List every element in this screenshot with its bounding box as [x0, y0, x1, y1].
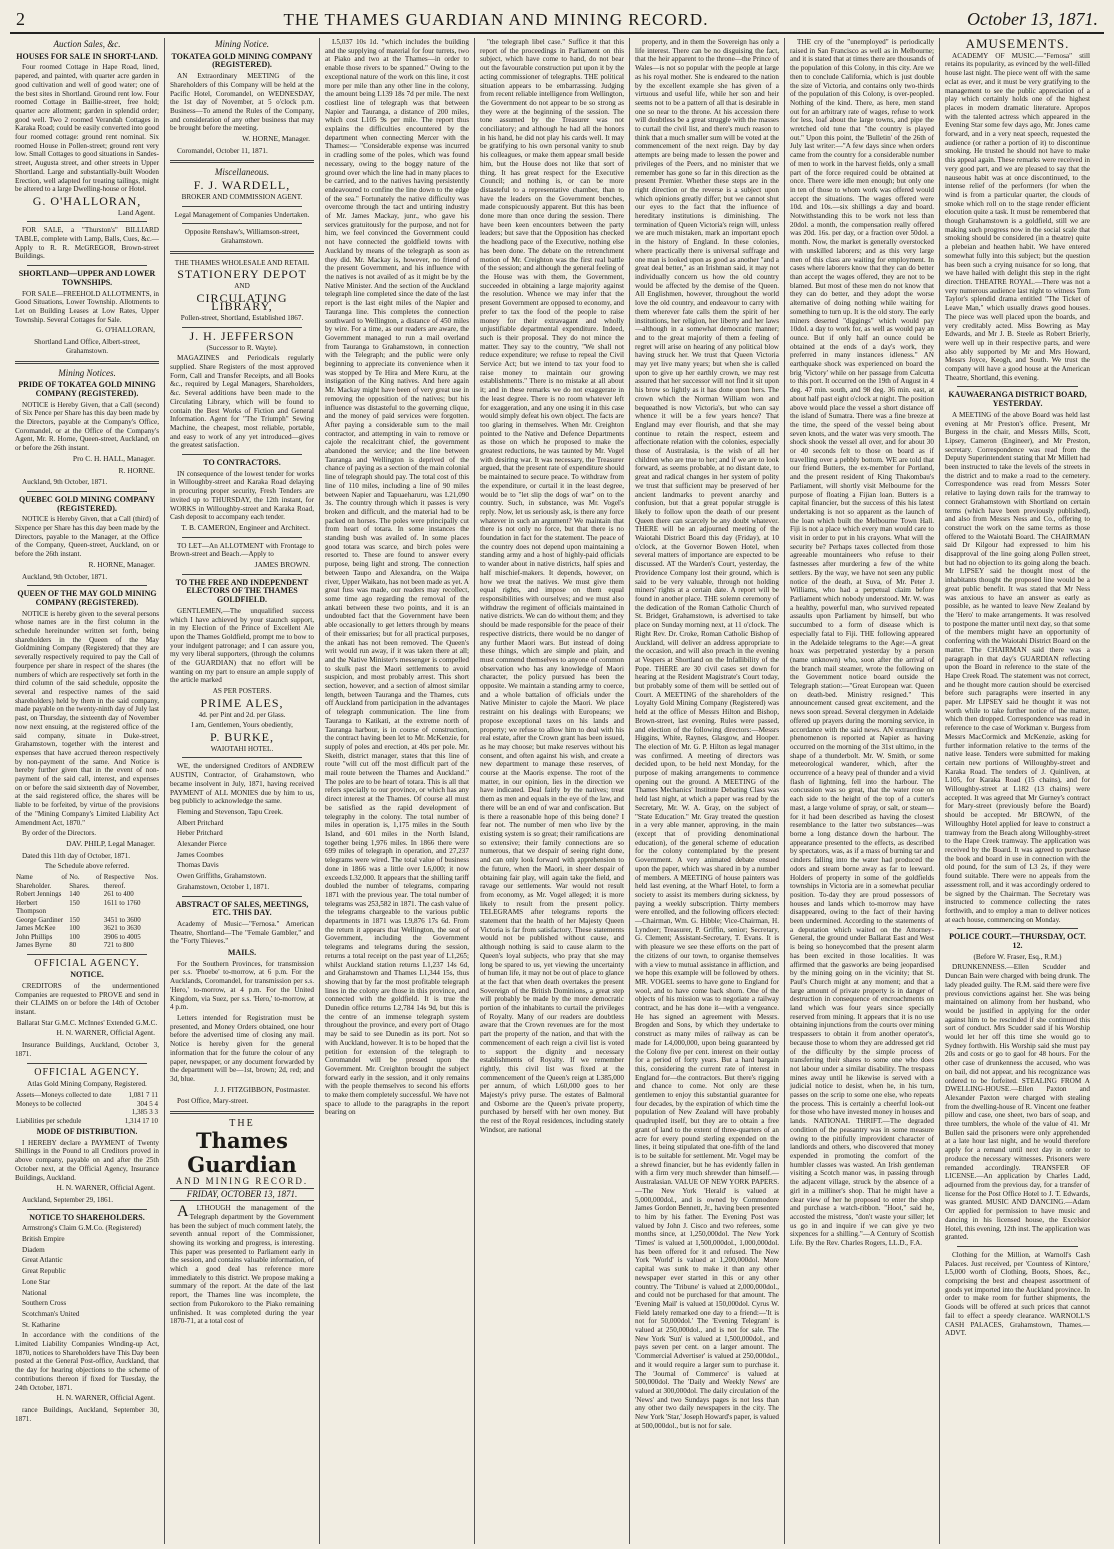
tokatea-heading: PRIDE OF TOKATEA GOLD MINING COMPANY (REGISTERED).	[18, 380, 156, 398]
list-item: Lone Star	[22, 1277, 51, 1286]
list-item: National	[22, 1288, 47, 1297]
houses-heading: HOUSES FOR SALE IN SHORT-LAND.	[16, 51, 158, 61]
table-cell: 140	[69, 890, 80, 899]
table-row	[15, 890, 159, 899]
table-row	[15, 941, 159, 950]
flag-date: FRIDAY, OCTOBER 13, 1871.	[170, 1188, 314, 1201]
table-row	[15, 1091, 159, 1100]
list-item: Diadem	[22, 1245, 45, 1254]
table-cell: John Phillips	[16, 932, 53, 941]
austin-creditors-list	[170, 808, 314, 881]
list-item: Albert Pritchard	[177, 818, 224, 827]
table-cell: 100	[69, 932, 80, 941]
masthead-title: THE THAMES GUARDIAN AND MINING RECORD.	[283, 10, 709, 29]
tokatea-text: NOTICE is Hereby Given, that a Call (second) of Six Pence per Share has this day been made by the Directors, payable at the Company's Office, Coromandel, or at the Office of the Company's Agent, Mr. R. Horne, Queen-street, Auckland, on or before the 26th instant.	[15, 400, 159, 453]
list-item: Armstrong's Claim G.M.Co. (Registered)	[22, 1224, 142, 1233]
library-heading-1: THE THAMES WHOLESALE AND RETAIL	[174, 258, 310, 267]
list-item: Alexander Pierce	[177, 840, 227, 849]
queen-date: Dated this 11th day of October, 1871.	[22, 851, 131, 860]
houses-text: Four roomed Cottage in Hape Road, lined, papered, and painted, with quarter acre garden in good cultivation and well of good water; one of the best sites in Shortland. Ground rent low. Four roomed Cottage in Baillie-street, free hold; quarter acre allotment; garden in splendid order; good well. Two 2 roomed Verandah Cottages in Karaka Road; could be easily converted into good four roomed cottage: ground rent nominal. Six roomed House in Pollen-street; ground rent very low. Small Cottages to good situations in Sandes-street, Augusta street, and other streets in Upper Shortland. Large and substantially-built Wooden Erection, well adapted for treating tailings, might be altered to a large Dwelling-house or Hotel.	[15, 63, 159, 194]
telegraph-article: L5,037 10s 1d. "which includes the building and the supplying of material for four turrets, two at Piako and two at the Thames—in order to enable those rivers to be spanned." Owing to the exceptional nature of the work on this line, it cost more per mile than any other line in the colony, the amount being L139 18s 7d per mile. The next costliest line of telegraph was that between Napier and Tauranga, a distance of 200 miles, which cost L105 9s per mile. The report thus explains the difficulties encountered by the department when connecting Mercer with the Thames:— "Considerable expense was incurred in cradling some of the poles, which was found necessary, owing to the boggy nature of the ground over which the line had in many places to be carried, and to the natives having persistently endeavoured to confine the line down to the edge of the sea." Fortunately the native difficulty was overcome through the tact and untiring industry of Mr. James Mackay, junr., who gave his services gratuitously for the purpose, and not for him, we feel convinced the Government could not have connected the goldfield towns with Auckland by means of the telegraph as soon as they did. Mr. Mackay is, however, no friend of the present Government, and his influence with the natives is not availed of as it might be by the Native Minister. And the section of the Auckland telegraph line completed since the date of the last report is the last eight miles of the Napier and Tauranga line. This completes the connection southward to Wellington, a distance of 450 miles by wire. For a time, as our readers are aware, the Government managed to run a mail overland from Tauranga to Grahamstown, in connection with the Telegraph; and the public were only beginning to appreciate its convenience when it was stopped by Te Hira and Mere Kuru, at the instigation of the King natives. And here again Mr. Mackay might have been of very great use in removing the opposition of the natives; but his influence was distasteful to the governing clique, and the money of paid services were forgotten. After paying a considerable sum to the mail contractor, and attempting in vain to remove or cajole the recalcitrant chief, the government abandoned the service; and the line between Tauranga and Wellington is deprived of the chance of paying as a section of the main colonial line of telegraph should pay. The total cost of this line of 110 miles, including a line of 90 miles between Napier and Tapuaeharuru, was L21,090 3s. The country through which it passes is very broken and difficult, and the material had to be packed on horses. The poles were principally cut from heart of totara. In some instances the standing bush was availed of. In some places good totara was scarce, and birch poles were resorted to. These are found to answer every purpose, being light and strong. The connection between Taupo and Alexandra, on the Waipa river, Upper Waikato, has not been made as yet. A great fuss was made, our readers may recollect, some time ago regarding the removal of the ankati between these two points, and it is an undoubted fact that the Government have been able occasionally to get letters through by means of their emissaries; but for all practical purposes, the ankati has not been removed. The Queen's writ would run away, if it was taken there at all; and the Native Minister's messenger is compelled to skulk past the Maori settlements to avoid suspicion, and most probably arrest. This short section, however, and a section of almost similar length, between Tauranga and the Thames, cuts off Auckland from participation in the advantages of telegraph communication. The line from Tauranga to Katikati, at the extreme north of Tauranga harbour, is in course of construction, the contract having been let to Mr. McKenzie, for supply of poles and erection, at 40s per pole. Mr. Skeith, district manager, states that this line of route "will cut off the most difficult part of the mail route between the Thames and Auckland." The poles are to be heart of totara. This is all that refers specially to our province, or which has any direct interest at the Thames. Of course all must be satisfied as the rapid development of telegraphy in the colony. The total number of miles in operation is, 1,175 miles in the South Island, and 601 miles in the North Island, together being 1,976 miles. In 1866 there were 699 miles of telegraph in operation, and 27,237 telegrams were wired. The total value of business done in 1866 was a little over L6,000; it now exceeds L32,000. It appears that the shilling tariff doubled the number of telegrams, comparing 1871 with the previous year. The total number of telegrams was 253,582 in 1871. The cash value of the telegrams chargeable to the various public departments in 1871 was L9,876 17s 6d. From the return it appears that Wellington, the seat of Government, including the Government telegrams and telegrams during the session, returns a total receipt on the past year of L1,265; whilst Auckland station returns L1,237 14s 6d, and Grahamstown and Thames L1,344 15s, thus showing that by far the most profitable telegraph lines in the colony are those in this province, and connected with the goldfield. It is true the Dunedin office returns L2,784 14s 9d, but this is the centre of an immense telegraph system throughout the province, and every port of Otago may be said to see Dunedin as its port. Not so with Auckland, however. It is to be hoped that the petition for extension of the telegraph to Coromandel will be pressed upon the Government. Mr. Creighton brought the subject forward early in the session, and it only remains with the people themselves to second his efforts to make them completely successful. We have not space to allude to the paragraphs in the report bearing on	[325, 38, 469, 1117]
quebec-signature: R. HORNE, Manager.	[88, 559, 155, 569]
mode-text: I HEREBY declare a PAYMENT of Twenty Shillings in the Pound to all Creditors proved in above company, payable on and after the 25th October next, at the Official Agency, Insurance Buildings, Auckland.	[15, 1138, 159, 1182]
table-cell: 1611 to 1760	[103, 898, 141, 907]
general-news-article: THE cry of the "unemployed" is periodically raised in San Francisco as well as in Melbourne; and it is stated that at times there are thousands of the population of this Colony, in this city. Are we then to conclude California, which is just double the size of Victoria, and contains only two-thirds of the population of this Colony, is over-peopled. Nothing of the kind. There, as here, men stand out for an arbitrary rate of wages, refuse to work for less, loaf about the large towns, and pipe the wretched old tune that "the country is played out." Upon this point, the 'Bulletin' of the 26th of July last writer:—"A few days since when orders came from the country for a considerable number of men to work in the harvest fields, only a small part of the force required could be obtained at once. There were idle men enough; but only one in ten of those to whom work was offered would accept the situations. The wages offered were 10d. and 10s.—six shillings a day and board. Notwithstanding this to be work not less than 20dol. a month, the compensation really offered was 20d. 16s. per day, or a fraction over 50dol. a month. Now, the market is generally overstocked with unskilled laborers; and as this very large men of this class are waiting for employment. In cases where laborers know that they can do better than accept the wages offered, they are not to be blamed. But most of these men do not know that they can do better, and they adopt the worse alternative of doing nothing while waiting for something to turn up. It is the old story. The early miners deserted "diggings" which would pay 10dol. a day to work for, as well as would pay an ounce. But if only half an ounce could be obtained at the ends of a day's work, they preferred in many instances idleness." AN earthquake shock was experienced on board the brig 'Victory' while on her passage from Calcutta to this port. It occurred on the 19th of August in 4 deg. 47 min. south, and 98 deg. 36 min. east, at about half past eight o'clock at night. The position above would place the vessel a short distance off the island of Sumatra. There was a fine breeze at the time, the speed of the vessel being about seven knots, and the water was very smooth. The shock shook the vessel all over, and for about 30 or 40 seconds felt to those on board as if travelling over a pebbly bottom. WE are told that our friend Butters, the ex-member for Portland, and the present resident of King Thakombau's Parliament, will shortly visit Melbourne for the purpose of floating a Fijian loan. Butters is a capital financier, but the success of this his latest undertaking is not so apparent as the launch of the loan which built the Melbourne Town Hall. Fiji is not a place which every man would care to visit in order to put in his crayons. What will the security be? Perhaps taxes collected from those agreeable mountaineers who refuse to their fastnesses after murdering a few of the white settlers. By the way, we have not seen any public notice of the death, at Suva, of Mr. Peter J. Williams, who had a perpetual claim before Parliament which nobody understood. Mr. W. was a healthy, powerful man, who survived repeated assaults upon Parliament by himself, but who succumbed to a form of disease which is especially fatal to Fiji. THE following appeared in the Adelaide telegrams to the Age:—A great hoax was perpetrated yesterday by a person (name unknown) who, soon after the arrival of the branch mail steamer, wrote the following on the Government notice board outside the Telegraph station:—"Great European war. Queen on death-bed. Ministry resigned." This announcement caused great excitement, and the news soon spread. Several clergymen in Adelaide offered up prayers during the morning service, in accordance with the said news. AN extraordinary phenomenon is reported at Napier as having occurred on the morning of the 31st ultimo, in the shape of a thunderbolt. Mr. W. Smith, or some meteorological wanderer, which, after the occurrence of a heavy peal of thunder and a vivid flash of lightning, fell into the harbour. The concussion was so great, that the water rose on each side to the height of the top of a cutter's mast, a large volume of spray, or salt, or steam—for it had been described as having the closest resemblance to the latter two substances—was borne a long distance down the harbour. The appearance presented to the effects, as described by spectators, was, as if a mass of burning tar and cinders falling into the water had produced the odors and steam borne away as far to leeward. Holders of property in some of the goldfields townships in Victoria are in a somewhat peculiar position. To-day they are proud possessors of houses and lands which to-morrow may have disappeared, owing to the fact of their having been undermined. According to the statements of a deputation which waited on the Attorney-General, the ground under Ballarat East and West is being so honeycombed that the present alarm has been excited in those localities. It was affirmed that the gasworks are being jeopardised by the mining going on in the vicinity; that St. Paul's Church might at any moment; and that a large amount of private property is in danger of destruction in consequence of encroachments on land which was four years since specially reserved from mining. It appears that it is no use obtaining injunctions from the courts over mining trespassers to obtain it from another operator's, because those to whom they are addressed get rid of the difficulty by the simple process of transferring their shares to some one who does not labour under a similar disability. The trespass mines away until he likewise is served with a judicial notice to desist, when he, in his turn, passes on the scrip to some one else, who repeats the process. This is certainly a cheerful look-out for those who have invested money in houses and lands. NATIONAL THRIFT.—The degraded condition of the peasantry was in some measure owing to the pitifully improvident character of landlords and others, who discovered that money expended in promoting the comfort of the humbler classes was wasted. An Irish gentleman visiting a Scotch manor was, in passing through the adjacent village, struck by the absence of a girl in a milliner's shop. That he might have a clear view of her he proposed to enter the shop and purchase a watch-ribbon. "Hoot," said he, accosted the mistress, "don't waste your siller; let us go in and inquire if we can give ye two sixpences for a shilling."—A Century of Scottish Life. By the Rev. Charles Rogers, LL.D., F.A.	[790, 38, 934, 1248]
table-cell: 80	[69, 941, 77, 950]
political-article: "the telegraph libel case." Suffice it that this report of the proceedings in Parliament on this subject, which have come to hand, do not bear out the favourable construction put upon it by the acting commissioner of telegraphs. THE political situation appears to be embarrassing. Judging from recent reliable intelligence from Wellington, the Government do not appear to be so strong as they were at the beginning of the session. The tone assumed by the Treasurer was not conciliatory; and although he had all the honors in his hand, he did not play his cards well. It may be gratifying to his own personal vanity to snub his colleagues, or make them appear small beside him, but the House does not like that sort of thing. It has great respect for the Executive Council; and nothing is, or can be more distasteful to a representative chamber, than to have the leaders on the Government benches, made conspicuously apparent. But this has been done more than once during the session. There have been keen encounters between the party leaders; but save that the Opposition has checked the headlong pace of the Executive, nothing else has been done. The debate on the retrenchment motion of Mr. Creighton was the first real battle of the session; and although the general feeling of the House was with them, the Government, succeeded in obtaining a large majority against the resolution. Whence we may infer that the present Government are opposed to economy, and prefer to tax the food of the people to raise money for their extravagant and wholly unjustifiable departmental expenditure. Indeed, such is their proposal. They do not mince the matter. They say to the country, "We shall not reduce expenditure; we refuse to repeal the Civil Service Act; but we intend to tax your food to raise money to maintain our growing establishments." There is no mistake at all about it; and in these remarks we do not exaggerate in the least degree. There is no room whatever left for exaggeration, and any one using it in this case would simply defeat his own object. The facts are too glaring in themselves. When Mr. Creighton pointed to the Native and Defence Departments as those on which he proposed to make the greatest reductions, he was taunted by Mr. Vogel with desiring war. It was necessary, the Treasurer argued, that the present rate of expenditure should be maintained to secure peace. To withdraw from the expenditure, or curtail it in the least degree, would be to "let slip the dogs of war" on to the country. Such, in substance, was Mr. Vogel's reply. Now, let us seriously ask, is there any force whatever in such an argument? We maintain that there is not only no force, but that there is no foundation in fact for the statement. The peace of the country does not depend upon maintaining a standing army and a host of highly-paid officials to wander about in native districts, half spies and half mischief-makers. It depends, however, on how we treat the natives. We must give them equal rights, and impose on them equal responsibilities with ourselves; and we must also withdraw the regiment of officials maintained in native districts. We can do without them; and they should be made responsible for the peace of their respective districts, there would be no danger of any further Maori wars. But instead of doing these things, which are simple and plain, and must commend themselves to anyone of common observation who has any knowledge of Maori character, the policy pursued has been the opposite. We maintain a standing army to coerce, and a whole battalion of officials under the Native Minister to cajole the Maori. We place restraint on his dealings with Europeans; we propose exceptional taxes on his lands and property; we refuse to allow him to deal with his real estate, after the Crown grant has been issued, as he may choose; but make reserves without his consent, and often against his wish, and create a new department to manage these reserves, of course at the Maoris expense. The root of the matter, in our opinion, lies in the direction we have indicated. Deal fairly by the natives; treat them as men and equals in the eye of the law, and there will be an end of war and confiscation. But is there a reasonable hope of this being done? I fear not. The number of men who live by the existing system is so great; their ramifications are so extensive; their family connections are so numerous, that we despair of seeing right done, and can only look forward with apprehension to the future, when the Maori, in sheer despair of obtaining fair play, will again take the field, and ravage our settlements. War would not result from economy, as Mr. Vogel alleged; it is more likely to result from the present policy. TELEGRAMS after telegrams reports the statement that the health of her Majesty Queen Victoria is far from satisfactory. These statements would not be published without cause, and although nothing is said to cause alarm to the Queen's loyal subjects, who pray that she may long be spared to us, yet viewing the uncertainty of human life, it may not be out of place to glance at the fact that when death overtakes the present Sovereign of the British Dominions, a great step will probably be made by the more democratic portion of the inhabitants to curtail the privileges of Royalty. Many of our readers are doubtless aware that the Crown revenues are for the most part the property of the nation, and that with the commencement of each reign a civil list is voted to support the dignity and necessary establishments of Royalty. If we remember rightly, this civil list was fixed at the commencement of the Queen's reign at L385,000 per annum, of which L60,000 goes to her Majesty's privy purse. The estates of Balmoral and Osborne are the Queen's private property, purchased by herself with her own money. But the rest of the Royal residences, including stately Windsor, are national	[480, 38, 625, 1134]
police-court-heading: POLICE COURT.—THURSDAY, OCT. 12.	[949, 932, 1086, 951]
library-heading-2: STATIONERY DEPOT	[177, 267, 307, 282]
atlas-table	[15, 1091, 159, 1125]
masthead	[10, 8, 1104, 34]
list-item: British Empire	[22, 1235, 65, 1244]
ohalloran-title: Land Agent.	[117, 207, 155, 217]
table-cell: 304 5 4	[137, 1099, 158, 1108]
queen-order: By order of the Directors.	[22, 829, 97, 838]
table-cell: 1,385 3 3	[131, 1108, 158, 1116]
local-news-article: property, and in them the Sovereign has only a life interest. There can be no disguising the fact, that the heir apparent to the throne—the Prince of Wales—is not so popular with the people at large as his royal mother. She is endeared to the nation by the excellent example she has given of a virtuous and useful life, while her son and heir seems not to be a pattern of all that is desirable in one so near to the throne. At his accession there will doubtless be a great struggle with the masses to curtail the civil list, and there's much reason to think that a much smaller sum will be voted at the commencement of the next reign. Day by day attempts are being made to lessen the power and privileges of the Peers, and no minister that we remember has gone so far in this direction as the present Premier. Whether these steps are in the right direction or the reverse is a subject upon which opinions greatly differ; but we cannot shut our eyes to the fact that the influence of hereditary institutions is diminishing. The termination of Queen Victoria's reign will, unless we are much mistaken, mark an important epoch in the history of England. In these colonies, where practically there is universal suffrage and one man is looked upon as good as another "and a great deal better," as an Irishman said, it may not individually concern us how the old country would be affected by the demise of the Queen. All Englishmen, however, throughout the world love the old country, and endeavour to carry with them wherever fate calls them the spirit of her institutions, her religion, her liberty and her laws—although in a somewhat democratic manner; and to the great majority of them a feeling of regret will arise on hearing of any political blow having struck her. We trust that Queen Victoria may yet live many years; but when she is called upon to give up her earthly crown, we may rest assured that her successor will not find it sit upon his brow so lightly as it has done upon hers. The crown which the Norman William won and bequeathed is now Victoria's, but who can say whence it will be a few years hence? That England may ever flourish, and that she may continue to retain the respect, esteem and affectionate relation with the colonies, especially those of Australasia, is the wish of all her children who are true to her; and if we are to look forward, as seems probable, at no distant date, to great and radical changes in her system of polity we trust that sufficient may be preserved of her ancient landmarks to prevent anarchy and confusion, but that a great popular struggle is likely to follow upon the death of our present Queen there can scarcely be any doubt whatever. THERE will be an adjourned meeting of the Waiotahi District Board this day (Friday), at 10 o'clock, at the Governor Bowen Hotel, when several matters of importance are expected to be discussed. AT the Warden's Court, yesterday, the Providence Company lost their ground, which is said to be very valuable, through not holding miners' rights at a certain date. A report will be found in another place. THE solemn ceremony of the dedication of the Roman Catholic Church of St. Bridget, Grahamstown, is advertised to take place on Sunday morning next, at 11 o'clock. The Right Rev. Dr. Croke, Roman Catholic Bishop of Auckland, will deliver an address appropriate to the occasion, and will also preach in the evening at Vespers at Shortland on the Infallibility of the Pope. THERE are 30 civil cases set down for hearing at the Resident Magistrate's Court today, but probably some of them will be settled out of Court. A MEETING of the shareholders of the Loyalty Gold Mining Company (Registered) was held at the office of Messrs Hilton and Bishop, Brown-street, last evening. Rules were passed, and election of the following directors:—Messrs Higgins, White, Raynes, Glasgow, and Hooper. The election of Mr. G. P. Hilton as legal manager was confirmed. A meeting of directors was decided upon, to be held next Monday, for the purpose of making arrangements to commence opening out the ground. A MEETING of the Thames Mechanics' Institute Debating Class was held last night, at which a paper was read by the Secretary, Mr. W. A. Gray, on the subject of "State Education." Mr. Gray treated the question in a very able manner, approving, in the main (except that of providing denominational education), of the general scheme of education for the colony contemplated by the present Government. A very animated debate ensued upon the paper, which was shared in by a number of members. A MEETING of house painters was held last evening, at the Wharf Hotel, to form a society to assist its members during sickness, by paying a weekly subscription. Thirty members were enrolled, and the following officers elected:—Chairman, Wm. G. Hibble; Vice-Chairman, H. Lyndoer; Treasurer, P. Griffin, senior; Secretary, G. Clement; Assistant-Secretary, T. Evans. It is with pleasure we see these efforts on the part of the citizens of our town, to organise themselves with a view to mutual assistance in affliction, and we hope this example will be followed by others. MR. VOGEL seems to have gone to England for wool, and to have come back shorn. One of the objects of his mission was to negotiate a railway contract, and he has done it—with a vengeance. He has signed an agreement with Messrs. Brogden and Sons, by which they undertake to construct as many miles of railway as can be made for L4,000,000, upon being guaranteed by the Colony five per cent. interest on their outlay for a period of forty years. But a hard bargain this, considering the current rate of interest in England for—the contractors. But there's rigging and chance to come. Not only are these gentlemen to enjoy this substantial guarantee for four decades, by the expiration of which time the population of New Zealand will have probably quadrupled itself, but they are to obtain a free grant of land to the extent of three-quarters of an acre for every pound sterling expended on the lines, it being stipulated that one-fifth of the land is to be suitable for settlement. Mr. Vogel may be a shrewd financier, but he has evidently fallen in with a firm very much shrewder than himself.—Australasian. VALUE OF NEW YORK PAPERS.—The New York 'Herald' is valued at 5,000,000dol., and is owned by Commodore James Gordon Bennett, Jr., having been presented to him by his father. The Evening Post was valued by John J. Cisco and two referees, some months since, at 1,250,000dol. The New York 'Times' is valued at 1,500,000dol., 1,000,000dol. has been offered for it and refused. The New York 'World' is valued at 1,200,000dol. More capital was sunk to make it than any other newspaper ever started in this or any other country. The 'Tribune' is valued at 2,000,000dol., and could not be purchased for that amount. The 'Evening Mail' is valued at 150,000dol. Cyrus W. Field lately remarked one day to a friend:—'It is not for 50,000dol.' The 'Evening Telegram' is valued at 250,000dol., and is not for sale. The New York 'Sun' is valued at 1,500,000dol., and pays seven per cent. on a larger amount. The 'Commercial Advertiser' is valued at 250,000dol., and it would require a larger sum to purchase it. The 'Journal of Commerce' is valued at 500,000dol. The 'Daily and Weekly News' are valued at 300,000dol. The daily circulation of the 'News' and two Sundays pages is not less than any other two daily newspapers in the city. The New York 'Star,' Joseph Howard's paper, is valued at 500,000dol., but is not for sale.	[635, 38, 779, 1430]
jefferson-name: J. H. JEFFERSON	[189, 328, 295, 343]
column-1	[10, 38, 165, 1544]
list-item: Thomas Davis	[177, 861, 219, 870]
column-5	[630, 38, 785, 1544]
list-item: Great Republic	[22, 1267, 66, 1276]
tokatea-date: Auckland, 9th October, 1871.	[22, 478, 108, 487]
prime-ales-price: 4d. per Pint and 2d. per Glass.	[198, 710, 286, 719]
queen-signature: DAV. PHILP, Legal Manager.	[66, 838, 155, 848]
table-cell: Liabilities per schedule	[16, 1116, 82, 1125]
table-cell	[15, 1108, 121, 1117]
shareholders-signature: H. N. WARNER, Official Agent.	[56, 1393, 155, 1403]
auction-heading: Auction Sales, &c.	[53, 39, 121, 49]
amusements-heading: AMUSEMENTS.	[965, 38, 1070, 51]
electors-text: GENTLEMEN,—The unqualified success which I have achieved by your staunch support, in my Election of the Prince of Excellent Ale upon the Thames Goldfield, prompt me to bow to your indulgent patronage; and I can assure you, my very liberal supporters, (through the columns of the GUARDIAN) that no effort will be wanting on my part to ensure an ample supply of the article marked	[170, 606, 314, 685]
schedule-heading: The Schedule above referred.	[44, 862, 130, 871]
flag-the: THE	[229, 1118, 255, 1130]
creditors-signature: H. N. WARNER, Official Agent.	[56, 1028, 155, 1038]
mails-heading: MAILS.	[227, 948, 257, 958]
list-item: Heber Pritchard	[177, 829, 223, 838]
austin-creditors-date: Grahamstown, October 1, 1871.	[177, 882, 270, 891]
billiard-ad: FOR SALE, a "Thurston's" BILLIARD TABLE, complete with Lamp, Balls, Cues, &c.—Apply to R. R. McGREGOR, Brown-street Buildings.	[15, 226, 159, 261]
newspaper-flag	[170, 1120, 314, 1185]
table-cell: 3906 to 4005	[103, 932, 141, 941]
table-row	[15, 924, 159, 933]
jefferson-subtitle: (Successor to R. Wayte).	[206, 343, 278, 352]
schedule-col-shares: No. of Shares.	[69, 873, 102, 890]
schedule-table	[15, 873, 159, 950]
mode-date: Auckland, September 29, 1861.	[22, 1195, 114, 1204]
houses-ad	[15, 53, 159, 218]
page-number: 2	[16, 9, 25, 29]
table-cell: James McKee	[16, 924, 56, 933]
table-row	[15, 899, 159, 916]
mails-text: For the Southern Provinces, for transmission per s.s. 'Phoebe' to-morrow, at 6 p.m. For the Aucklands, Coromandel, for transmission per s.s. 'Hero,' to-morrow, at 4 p.m. For the United Kingdom, via Suez, per s.s. 'Hero,' to-morrow, at 4 p.m.	[170, 959, 314, 1012]
wardell-subtitle: Legal Management of Companies Undertaken.	[174, 210, 310, 219]
wardell-address: Opposite Renshaw's, Williamson-street, Grahamstown.	[184, 228, 300, 245]
table-cell: Robert Jennings	[16, 890, 62, 899]
creditors-list: Ballarat Star G.M.C. McInnes' Extended G.M.C.	[16, 1018, 158, 1027]
queen-text: NOTICE is hereby given to the several persons whose names are in the first column in the schedule hereinunder written set forth, being shareholders in the Queen of the May Goldmining Company (Registered) that they are severally respectively required to pay the Call of fourpence per share in respect of the shares (the numbers of which are respectively set forth in the third column of the said schedule, opposite the several and respective names of the said shareholders) held by them in the said company, made payable on the twenty-ninth day of July last past, on Thursday, the sixteenth day of November now next ensuing, at the registered office of the said company, situate in Duke-street, Grahamstown, together with the interest and expenses that have accrued thereon respectively by non-payment of the same. And Notice is hereby further given that in the event of non-payment of the said call, interest, and expenses on or before the said sixteenth day of November, at the said registered office, the shares will be liable to be forfeited, by virtue of the provisions of the "Mining Company's Limited Liability Act Amendment Act, 1870."	[15, 609, 159, 827]
table-cell: 3621 to 3630	[103, 924, 141, 933]
quebec-heading: QUEBEC GOLD MINING COMPANY (REGISTERED).	[18, 494, 156, 513]
list-item: Southern Cross	[22, 1299, 67, 1308]
burke-name: P. BURKE,	[209, 730, 274, 744]
amusements-text: ACADEMY OF MUSIC.—"Fernosa" still retains its popularity, as evinced by the well-filled house last night. The piece went off with the same eclat as ever, and it must be very gratifying to the management to see the public appreciation of a play which certainly holds one of the highest places in modern dramatic literature. Apropos with the talented actress which appeared in the Evening Star some few days ago, Mr. Jones came forward, and in a very neat speech, requested the audience (or rather a portion of it) to discontinue smoking. He trusted he should not have to make this appeal again. These remarks were received in very good part, and we are pleased to say that the nauseous habit was at once discontinued, to the intense relief of the performers (for when the wind is from a particular quarter, the clouds of smoke which roll on to the stage render efficient elocution quite a task. It must be remembered that though Grahamstown is a goldfield, still we are making such progress now in the social scale that smoking should be considered (in a theatre) quite a plebeian and heathen habit. We have entered somewhat fully into this subject; but the question has been such a crying nuisance for so long, that we have hailed with delight this step in the right direction. THEATRE ROYAL.—There was not a very numerous audience last night to witness Tom Taylor's splendid drama entitled "The Ticket of Leave Man," which usually draws good houses. The piece was well placed upon the boards, and very creditably acted. Miss Bowring as May Edwards, and Mr J. B. Steele as Robert Brierly, were well up in their respective parts, and were also ably supported by Mr and Mrs Howard, Messrs Joyce, Keogh, and South. We trust the company will have a good house at the American Theatre, Shortland, this evening.	[945, 51, 1090, 382]
queen-heading: QUEEN OF THE MAY GOLD MINING COMPANY (REGISTERED).	[17, 589, 157, 607]
wardell-text: BROKER AND COMMISSION AGENT.	[181, 192, 303, 201]
miscellaneous-heading: Miscellaneous.	[214, 167, 270, 178]
mails-signature: J. J. FITZGIBBON, Postmaster.	[213, 1084, 310, 1094]
leader-text: ALTHOUGH the management of the Telegraph department by the Government has been the subject of much comment lately, the seventh annual report of the Commissioner, showing its working and progress, is interesting. This paper was presented to Parliament early in the session, and contains valuable information, of which a good deal has reference more immediately to this district. We propose making a summary of the report. At the date of the last report, the Thames line was incomplete, the section from Pukorokoro to the Piako remaining unfinished. It was completed during the year 1870-71, at a total cost of	[170, 1203, 314, 1326]
shareholders-heading: NOTICE TO SHAREHOLDERS.	[29, 1212, 145, 1222]
column-4	[475, 38, 630, 1544]
table-cell: Herbert Thompson	[16, 898, 46, 916]
tokatea-signature-2: R. HORNE.	[118, 465, 155, 475]
flag-title: Thames Guardian	[187, 1127, 297, 1177]
table-row	[15, 1108, 159, 1117]
tokatea-meeting-heading: TOKATEA GOLD MINING COMPANY (REGISTERED).	[171, 51, 313, 70]
mode-signature: H. N. WARNER, Official Agent.	[56, 1183, 155, 1193]
column-2	[165, 38, 320, 1544]
list-item: Fleming and Stevenson, Tapu Creek.	[177, 807, 283, 816]
jefferson-text: MAGAZINES and Periodicals regularly supplied. Share Registers of the most approved Form, Call and Transfer Receipts, and all Books &c., required by Legal Managers, Shareholders, &c. Several additions have been made to the Circulating Library, which will be found to contain the Best Works of Fiction and General Information. Agent for "The Triumph" Sewing Machine, the cheapest, most reliable, portable, and easy to work of any yet introduced—gives the greatest satisfaction.	[170, 354, 314, 450]
police-court-text: DRUNKENNESS.—Ellen Scudder and Duncan Bain were charged with being drunk. The lady pleaded guilty. The R.M. said there were five previous convictions against her. She was being maintained on alimony from her husband, who would be justified in applying for the order against him to be rescinded if she continued this sort of conduct. Mrs Scudder said if his Worship would let her off this time she would go to Sydney forthwith. His Worship said she must pay 20s and costs or go to gaol for 48 hours. For the other case of drunkenness the accused, who was on bail, did not appear, and his recognizance was ordered to be forfeited. STEALING FROM A DWELLING-HOUSE.—Ellen Paxton and Alexander Paxton were charged with stealing from the dwelling-house of R. Vincent one feather pillow and case, one sheet, two bars of soap, and three tumblers, the whole of the value of 41. Mr Bullen said the prisoners were only apprehended at a late hour last night, and he would therefore apply for a remand until next day in order to produce the necessary witnesses. Prisoners were remanded accordingly. TRANSFER OF LICENSE.—An application by Charles Ladd, adjourned from the previous day, for a transfer of license for the Post Office Hotel to J. T. Edwards, was granted. MUSIC AND DANCING.—Adam Orr applied for permission to have music and dancing in his licensed house, the Excelsior Hotel, this evening, 12th inst. The application was granted.	[945, 963, 1090, 1242]
prime-ales: PRIME ALES,	[200, 695, 284, 710]
quebec-date: Auckland, 9th October, 1871.	[22, 572, 108, 581]
table-cell: 261 to 400	[103, 890, 134, 899]
library-address: Pollen-street, Shortland, Established 1867.	[180, 314, 304, 323]
list-item: St. Katharine	[22, 1320, 60, 1329]
columns	[10, 38, 1104, 1544]
official-agency-heading: OFFICIAL AGENCY.	[34, 957, 140, 969]
burke-hotel: WAIOTAHI HOTEL.	[210, 744, 274, 753]
abstract-text: Academy of Music—"Fernosa." American Theatre, Shortland—The "Female Gambler," and the "Forty Thieves."	[170, 919, 314, 946]
creditors-text: CREDITORS of the undermentioned Companies are requested to PROVE and send in their CLAIMS on or before the 14th of October instant.	[15, 981, 159, 1017]
official-agency-2-heading: OFFICIAL AGENCY.	[34, 1066, 140, 1078]
schedule-header-row	[15, 873, 159, 890]
austin-creditors-text: WE, the undersigned Creditors of ANDREW AUSTIN, Contractor, of Grahamstown, who became insolvent in July, 1871, having received PAYMENT of ALL MONIES due by him to us, beg publicly to acknowledge the same.	[170, 762, 314, 806]
mails-note: Letters intended for Registration must be presented, and Money Orders obtained, one hour before the advertised time of closing any mail. Notice is hereby given for the general information that for the future the colour of any paper, newspaper, or any document forwarded by the department will be—1st, brown; 2d, red; and 3d, blue.	[170, 1013, 314, 1083]
tokatea-meeting-text: AN Extraordinary MEETING of the Shareholders of this Company will be held at the Pacific Hotel, Coromandel, on WEDNESDAY, the 1st day of November, at 5 o'clock p.m. Business—To amend the Rules of the Company, and consideration of any other business that may be brought before the meeting.	[170, 72, 314, 133]
shortland-address: Shortland Land Office, Albert-street, Grahamstown.	[34, 338, 140, 355]
library-and: AND	[234, 282, 250, 291]
ohalloran-name: G. O'HALLORAN,	[32, 193, 142, 208]
table-cell: 100	[69, 924, 80, 933]
burke-closing: I am, Gentlemen, Yours obediently,	[191, 721, 293, 730]
tokatea-meeting-signature: W. HORNE, Manager.	[242, 134, 310, 144]
flag-subtitle: AND MINING RECORD.	[175, 1175, 309, 1186]
table-row	[15, 933, 159, 942]
electors-heading: TO THE FREE AND INDEPENDENT ELECTORS OF THE THAMES GOLDFIELD.	[175, 577, 309, 605]
table-cell: 721 to 800	[103, 941, 134, 950]
table-cell: 150	[69, 915, 80, 924]
schedule-col-name: Name of Shareholder.	[16, 873, 68, 890]
mining-notices-heading: Mining Notices.	[58, 367, 116, 378]
contractors-heading: TO CONTRACTORS.	[203, 458, 281, 468]
table-cell: 3451 to 3600	[103, 915, 141, 924]
creditors-date: Insurance Buildings, Auckland, October 3, 1871.	[15, 1041, 159, 1058]
table-cell: George Gardiner	[16, 915, 64, 924]
shortland-signature: G. O'HALLORAN,	[95, 325, 155, 335]
table-row	[15, 1100, 159, 1109]
mails-office: Post Office, Mary-street.	[177, 1097, 249, 1106]
shareholders-date: rance Buildings, Auckland, September 30, 1871.	[15, 1405, 159, 1423]
contractors-text: IN consequence of the lowest tender for works in Willoughby-street and Karaka Road delaying in procuring proper security, Fresh Tenders are invited up to THURSDAY, the 12th instant, for WORKS in Willoughby-street and Karaka Road, Cash deposit to accompany each tender.	[170, 469, 314, 522]
quebec-text: NOTICE is Hereby Given, that a Call (third) of Sixpence per Share has this day been made by the Directors, payable to the Manager, at the Office of the Company, Queen-street, Auckland, on or before the 26th instant.	[15, 515, 159, 559]
masthead-date: October 13, 1871.	[967, 9, 1098, 29]
list-item: James Coombes	[177, 850, 224, 859]
table-row	[15, 916, 159, 925]
shareholders-text: In accordance with the conditions of the Limited Liability Companies Winding-up Act, 1870, notices to Shareholders have This Day been posted at the General Post-office, Auckland, that the day for hearing objections to the scheme of contributions thereon if fixed for Tuesday, the 24th October, 1871.	[15, 1331, 159, 1392]
tokatea-meeting-date: Coromandel, October 11, 1871.	[177, 146, 268, 155]
clothing-advert: Clothing for the Million, at Warnoll's Cash Palaces. Just received, per 'Countess of Kintore,' L5,000 worth of Clothing, Boots, Shoes, &c., comprising the best and cheapest assortment of goods yet imported into the Auckland province. In order to make room for further shipments, the Goods will be offered at such prices that cannot fail to effect a speedy clearance. WARNOLL'S CASH PALACES, Grahamstown, Thames.—ADVT.	[945, 1250, 1090, 1338]
posters-text: AS PER POSTERS.	[212, 687, 272, 696]
table-cell: 1,081 7 11	[128, 1091, 158, 1099]
table-row	[15, 1117, 159, 1126]
tokatea-signature-1: Pro C. H. HALL, Manager.	[72, 453, 155, 463]
tolet-text: TO LET—An ALLOTMENT with Frontage to Brown-street and Beach.—Apply to	[170, 541, 314, 559]
kauwaeranga-heading: KAUWAERANGA DISTRICT BOARD, YESTERDAY.	[948, 390, 1087, 409]
police-court-subheading: (Before W. Fraser, Esq., R.M.)	[973, 952, 1062, 961]
table-cell: Moneys to be collected	[16, 1099, 82, 1108]
kauwaeranga-text: A MEETING of the above Board was held last evening at Mr Preston's office. Present, Mr Burgess in the chair, and Messrs Mills, Scott, Lipsey, Cameron (Engineer), and Mr Preston, secretary. Correspondence was read from the Deputy Superintendent stating that Mr Millett had been instructed to take the levels of the streets in the district and to make a road to the cemetery. Correspondence was read from Messrs Soter relative to laying down rails for the tramway to connect Grahamstown with Shortland on certain terms (which have been previously published), and also from Messrs Ness and Co., offering to construct the work on the same terms as those offered to the Waiotahi Board. The CHAIRMAN said Dr Kilgour had expressed to him his disapproval of the line going along Pollen street, but had no objection to its going along the beach. Mr LIPSEY said he thought most of the inhabitants thought the proposed line would be a great public benefit. It was stated that Mr Ness was anxious to have an answer as early as possible, as he wanted to leave New Zealand by the 'Hero' to make arrangements. It was resolved to postpone the matter until next day, so that some of the members might have an opportunity of conferring with the Waiotahi District Board on the matter. The CHAIRMAN said there was a paragraph in that day's GUARDIAN reflecting upon the Board in reference to the state of the Hape Creek Road. The statement was not correct, and he thought more caution should be exercised before such paragraphs were inserted in any paper. Mr LIPSEY said he thought it was not worth while to take further notice of the matter, which then dropped. Correspondence was read in reference to the case of Workman v. Burgess from Messrs MacCormick and McKenzie, asking for further information relative to the terms of the native lease. Tenders were submitted for making certain new portions of Willoughby-street and Karaka Road. The tenders of J. Quinliven, at L105, for Karaka Road (15 chains), and for Willoughby-street at L182 (13 chains) were accepted. It was agreed that Mr Gurney's contract for Mary-street (previously before the Board) should be accepted. Mr BROWN, of the Willoughby Hotel applied for leave to construct a tramway from the Beach along Willoughby-street to the Hape Creek tramway. The application was received by the Board. It was agreed to purchase the book and board in use in connection with the old pound, for the sum of L3 2s, if they were found suitable. There were no appeals from the assessment roll, and it was accordingly ordered to be signed by the Chairman. The Secretary was instructed to commence collecting the rates forthwith, and to employ a man to deliver notices at each house, commencing on Monday.	[945, 410, 1090, 924]
table-cell: 1,314 17 10	[124, 1116, 158, 1125]
table-cell: 150	[69, 898, 80, 907]
library-heading-3: CIRCULATING LIBRARY,	[196, 290, 288, 314]
column-6	[785, 38, 940, 1544]
shortland-heading: SHORTLAND—UPPER AND LOWER TOWNSHIPS.	[18, 269, 156, 287]
notice-heading: NOTICE.	[70, 970, 104, 980]
shortland-text: FOR SALE—FREEHOLD ALLOTMENTS, in Good Situations, Lower Township. Allotments to Let on Building Leases at Low Rates, Upper Township. Several Cottages for Sale.	[15, 289, 159, 324]
table-cell: James Byrne	[16, 941, 52, 950]
table-cell: Assets—Moneys collected to date	[16, 1091, 112, 1099]
abstract-heading: ABSTRACT OF SALES, MEETINGS, ETC. THIS DAY.	[175, 899, 309, 918]
column-7	[940, 38, 1095, 1544]
atlas-heading: Atlas Gold Mining Company, Registered.	[27, 1080, 147, 1089]
list-item: Scotchman's United	[22, 1309, 80, 1318]
shareholders-list	[15, 1224, 159, 1329]
column-3	[320, 38, 475, 1544]
list-item: Great Atlantic	[22, 1256, 63, 1265]
mode-heading: MODE OF DISTRIBUTION.	[36, 1127, 138, 1136]
wardell-name: F. J. WARDELL,	[193, 178, 291, 193]
mining-notice-heading: Mining Notice.	[215, 39, 269, 49]
schedule-col-nos: Respective Nos. thereof.	[103, 873, 158, 890]
list-item: Owen Griffiths, Grahamstown.	[177, 872, 267, 881]
contractors-signature: T. B. CAMERON, Engineer and Architect.	[181, 522, 310, 532]
tolet-signature: JAMES BROWN.	[254, 560, 310, 570]
